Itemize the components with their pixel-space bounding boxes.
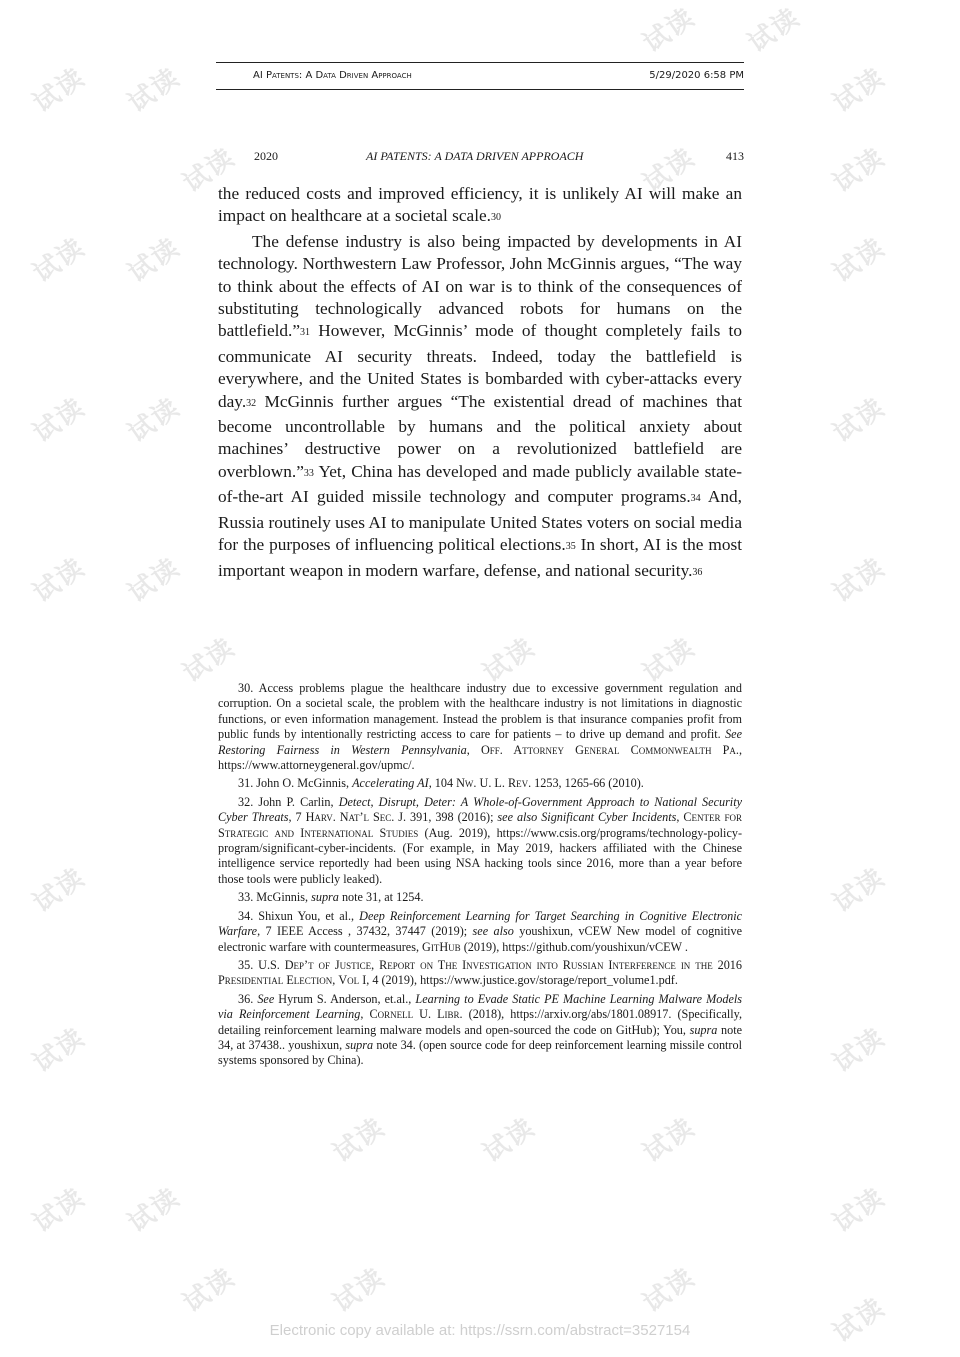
running-header-title: AI Patents: A Data Driven Approach [253,70,412,81]
watermark-text: 试读 [827,1292,891,1349]
footnote-ref[interactable]: 35 [565,541,576,553]
footnote-34: 34. Shixun You, et al., Deep Reinforcement Learning for Target Searching in Cognitive Electronic Warfare, 7 IEEE Access , 37432, 37447 (2019); see also youshixun, vCEW New model of cognitive electronic warfare with countermeasures, GitHub (2019), https://github.com/youshixun/vCEW . [218,908,742,954]
footnote-36: 36. See Hyrum S. Anderson, et.al., Learning to Evade Static PE Machine Learning Malware Models via Reinforcement Learning, Cornell U. Libr. (2018), https://arxiv.org/abs/1801.08917. (Specifically, detailing reinforcement learning malware models and open-sourced the code on GitHub); You, supra note 34, at 37438.. youshixun, supra note 34. (open source code for deep reinforcement learning missile control systems sponsored by China). [218,991,743,1068]
watermark-text: 试读 [27,1022,91,1079]
watermark-text: 试读 [827,552,891,609]
watermark-text: 试读 [827,862,891,919]
watermark-text: 试读 [27,232,91,289]
watermark-text: 试读 [827,232,891,289]
footnote-ref[interactable]: 33 [303,467,314,479]
footnote-30: 30. Access problems plague the healthcare industry due to excessive government regulation and corruption. On a societal scale, the problem with the healthcare industry is not limitations in diagnostic functions, or even information management. Instead the problem is that insurance companies profit from public funds by intentionally restricting access to care for patients – to drive up demand and profit. See Restoring Fairness in Western Pennsylvania, Off. Attorney General Commonwealth Pa., https://www.attorneygeneral.gov/upmc/. [218,681,742,773]
watermark-text: 试读 [477,1112,541,1169]
watermark-text: 试读 [122,552,186,609]
watermark-text: 试读 [27,552,91,609]
watermark-text: 试读 [177,632,241,689]
running-header-timestamp: 5/29/2020 6:58 PM [649,70,744,81]
running-header [216,62,744,90]
watermark-text: 试读 [177,142,241,199]
page-number: 413 [726,149,744,163]
footnote-33: 33. McGinnis, supra note 31, at 1254. [238,890,424,905]
page-title: AI PATENTS: A DATA DRIVEN APPROACH [366,149,584,163]
watermark-text: 试读 [827,1182,891,1239]
watermark-text: 试读 [637,632,701,689]
footnotes [218,681,742,1072]
body-text [218,183,742,585]
footnote-31: 31. John O. McGinnis, Accelerating AI, 104 Nw. U. L. Rev. 1253, 1265-66 (2010). [238,776,644,791]
watermark-text: 试读 [637,142,701,199]
watermark-text: 试读 [827,1022,891,1079]
watermark-text: 试读 [827,142,891,199]
watermark-text: 试读 [27,62,91,119]
watermark-text: 试读 [122,1182,186,1239]
watermark-text: 试读 [122,232,186,289]
watermark-text: 试读 [327,1112,391,1169]
watermark-text: 试读 [27,392,91,449]
footnote-ref[interactable]: 32 [246,397,257,409]
watermark-text: 试读 [637,1112,701,1169]
watermark-text: 试读 [327,1262,391,1319]
watermark-text: 试读 [742,2,806,59]
paragraph: the reduced costs and improved efficiency, it is unlikely AI will make an impact on healthcare at a societal scale.$^{30}$ [218,184,742,226]
footnote-35: 35. U.S. Dep’t of Justice, Report on The Investigation into Russian Interference in the 2016 Presidential Election, Vol I, 4 (2019), https://www.justice.gov/storage/report_volume1.pdf. [218,957,742,988]
footnote-32: 32. John P. Carlin, Detect, Disrupt, Deter: A Whole-of-Government Approach to National Security Cyber Threats, 7 Harv. Nat’l Sec. J. 391, 398 (2016); see also Significant Cyber Incidents, Center for Strategic and International Studies (Aug. 2019), https://www.csis.org/programs/technology-policy-program/significant-cyber-incidents. (For example, in May 2019, hackers affiliated with the Chinese intelligence service reportedly had been using NSA hacking tools since 2016, more than a year before those tools were publicly leaked). [218,794,743,886]
watermark-text: 试读 [477,632,541,689]
ssrn-footer: Electronic copy available at: https://ssrn.com/abstract=3527154 [269,1322,691,1339]
watermark-text: 试读 [177,1262,241,1319]
watermark-text: 试读 [27,862,91,919]
watermark-text: 试读 [637,1262,701,1319]
watermark-text: 试读 [827,392,891,449]
footnote-ref[interactable]: 30 [491,212,501,224]
watermark-text: 试读 [122,392,186,449]
watermark-text: 试读 [122,62,186,119]
footnote-ref[interactable]: 34 [690,493,701,505]
watermark-text: 试读 [27,1182,91,1239]
footnote-ref[interactable]: 31 [300,327,311,339]
watermark-text: 试读 [827,62,891,119]
watermark-text: 试读 [637,2,701,59]
footnote-ref[interactable]: 36 [692,566,703,578]
page-year: 2020 [254,149,278,163]
paragraph: The defense industry is also being impacted by developments in AI technology. Northwestern Law Professor, John McGinnis argues, “The way to think about the effects of AI on war is to think of the consequences of substituting technologically advanced robots for humans on the battlefield.”$^{31}$ However, McGinnis’ mode of thought completely fails to communicate AI security threats. Indeed, today the battlefield is everywhere, and the United States is bombarded with cyber-attacks every day.$^{32}$ McGinnis further argues “The existential dread of machines that become uncontrollable by humans and the political anxiety about machines’ destructive power on a revolutionized battlefield are overblown.”$^{33}$ Yet, China has developed and made publicly available state-of-the-art AI guided missile technology and computer programs.$^{34}$ And, Russia routinely uses AI to manipulate United States voters on social media for the purposes of influencing political elections.$^{35}$ In short, AI is the most important weapon in modern warfare, defense, and national security.$^{36}$ [218,231,743,580]
